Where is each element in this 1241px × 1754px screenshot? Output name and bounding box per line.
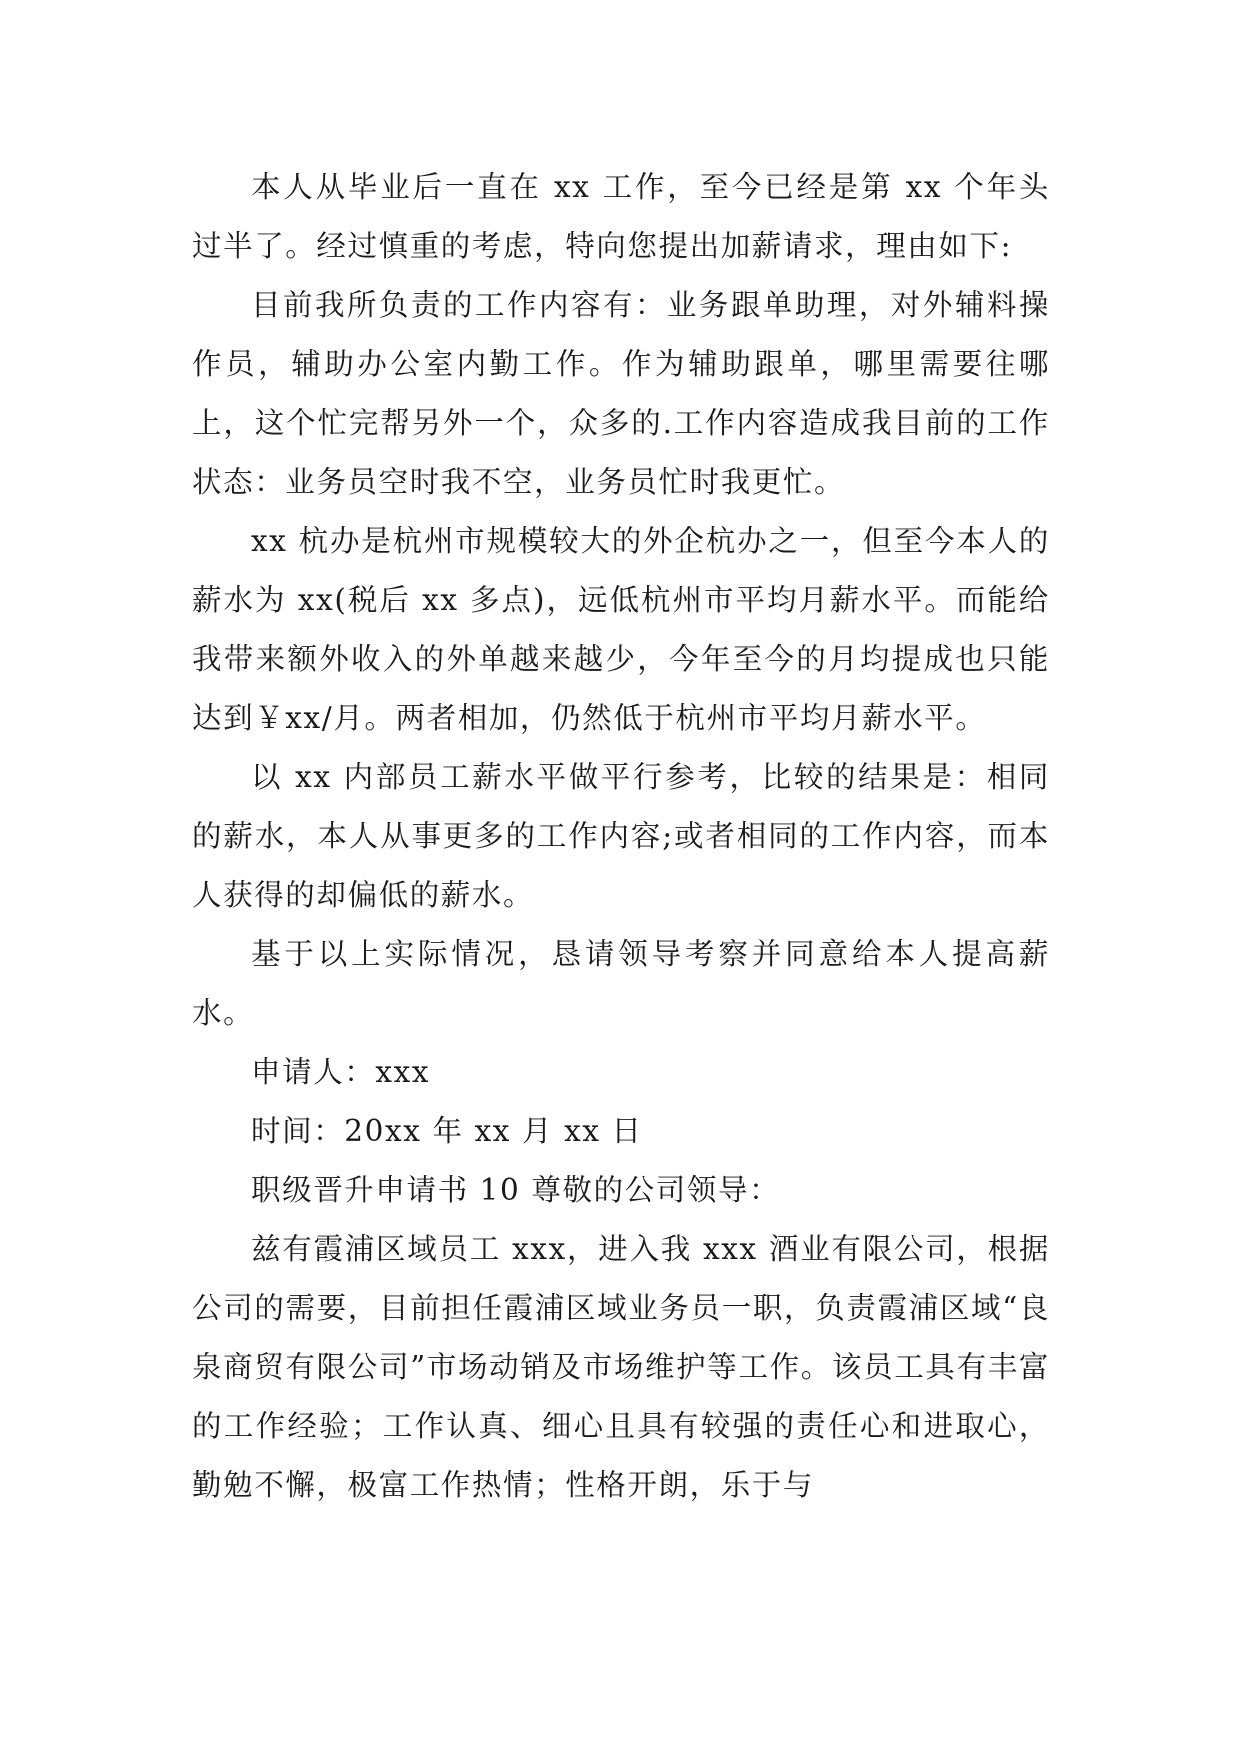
paragraph-employee-intro: 兹有霞浦区域员工 xxx，进入我 xxx 酒业有限公司，根据公司的需要，目前担任霞浦区域业务员一职，负责霞浦区域“良泉商贸有限公司”市场动销及市场维护等工作。该员工具有丰富的工作经验；工作认真、细心且具有较强的责任心和进取心，勤勉不懈，极富工作热情；性格开朗，乐于与 <box>192 1232 1050 1502</box>
applicant-line: 申请人：xxx <box>251 1055 431 1089</box>
date-line: 时间：20xx 年 xx 月 xx 日 <box>251 1114 643 1148</box>
paragraph-internal-reference: 以 xx 内部员工薪水平做平行参考，比较的结果是：相同的薪水，本人从事更多的工作内容;或者相同的工作内容，而本人获得的却偏低的薪水。 <box>192 760 1050 912</box>
paragraph-salary-intro: 本人从毕业后一直在 xx 工作，至今已经是第 xx 个年头过半了。经过慎重的考虑，特向您提出加薪请求，理由如下: <box>192 170 1050 263</box>
paragraph-request: 基于以上实际情况，恳请领导考察并同意给本人提高薪水。 <box>192 937 1050 1030</box>
paragraph-salary-comparison: xx 杭办是杭州市规模较大的外企杭办之一，但至今本人的薪水为 xx(税后 xx 多点)，远低杭州市平均月薪水平。而能给我带来额外收入的外单越来越少，今年至今的月均提成也只能达到￥xx/月。两者相加，仍然低于杭州市平均月薪水平。 <box>192 524 1050 735</box>
document-body <box>192 158 1050 1515</box>
paragraph-job-duties: 目前我所负责的工作内容有：业务跟单助理，对外辅料操作员，辅助办公室内勤工作。作为辅助跟单，哪里需要往哪上，这个忙完帮另外一个，众多的.工作内容造成我目前的工作状态：业务员空时我不空，业务员忙时我更忙。 <box>192 288 1050 499</box>
promotion-heading: 职级晋升申请书 10 尊敬的公司领导： <box>251 1173 781 1207</box>
